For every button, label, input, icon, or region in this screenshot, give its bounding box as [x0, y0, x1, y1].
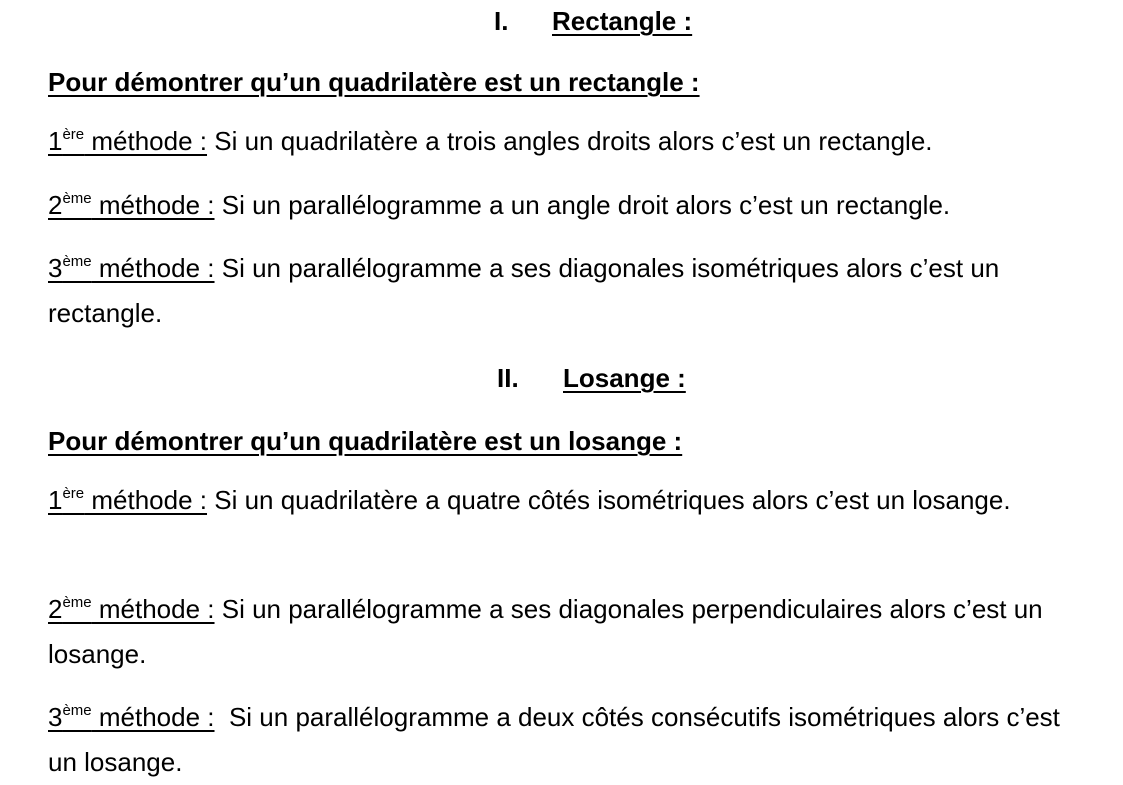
- method-label: 3ème méthode :: [48, 253, 215, 283]
- losange-method-1: [48, 478, 1038, 523]
- section-number: II.: [497, 363, 519, 393]
- rectangle-method-1: [48, 119, 1120, 164]
- method-label: 1ère méthode :: [48, 126, 208, 156]
- method-label: 2ème méthode :: [48, 594, 215, 624]
- method-text: Si un parallélogramme a deux côtés consécutifs isométriques alors c’est un losange.: [48, 702, 1068, 777]
- method-text: Si un parallélogramme a ses diagonales isométriques alors c’est un rectangle.: [48, 253, 1000, 328]
- rectangle-method-3: [48, 246, 1120, 336]
- method-text: Si un parallélogramme a un angle droit alors c’est un rectangle.: [214, 190, 951, 220]
- method-text: Si un quadrilatère a quatre côtés isométriques alors c’est un losange.: [207, 485, 1011, 515]
- method-label: 3ème méthode :: [48, 702, 215, 732]
- method-text: Si un parallélogramme a ses diagonales perpendiculaires alors c’est un losange.: [48, 594, 1043, 669]
- method-text: Si un quadrilatère a trois angles droits alors c’est un rectangle.: [207, 126, 933, 156]
- losange-method-3: [48, 695, 1068, 785]
- section-number: I.: [494, 6, 509, 36]
- section-title-losange: [497, 363, 686, 393]
- rectangle-method-2: [48, 183, 1120, 228]
- rectangle-heading: Pour démontrer qu’un quadrilatère est un rectangle :: [48, 67, 700, 97]
- losange-heading: Pour démontrer qu’un quadrilatère est un losange :: [48, 426, 683, 456]
- section-title-rectangle: [494, 6, 692, 36]
- method-label: 2ème méthode :: [48, 190, 215, 220]
- losange-method-2: [48, 587, 1068, 677]
- method-label: 1ère méthode :: [48, 485, 208, 515]
- section-name: Losange :: [563, 363, 686, 393]
- section-name: Rectangle :: [552, 6, 693, 36]
